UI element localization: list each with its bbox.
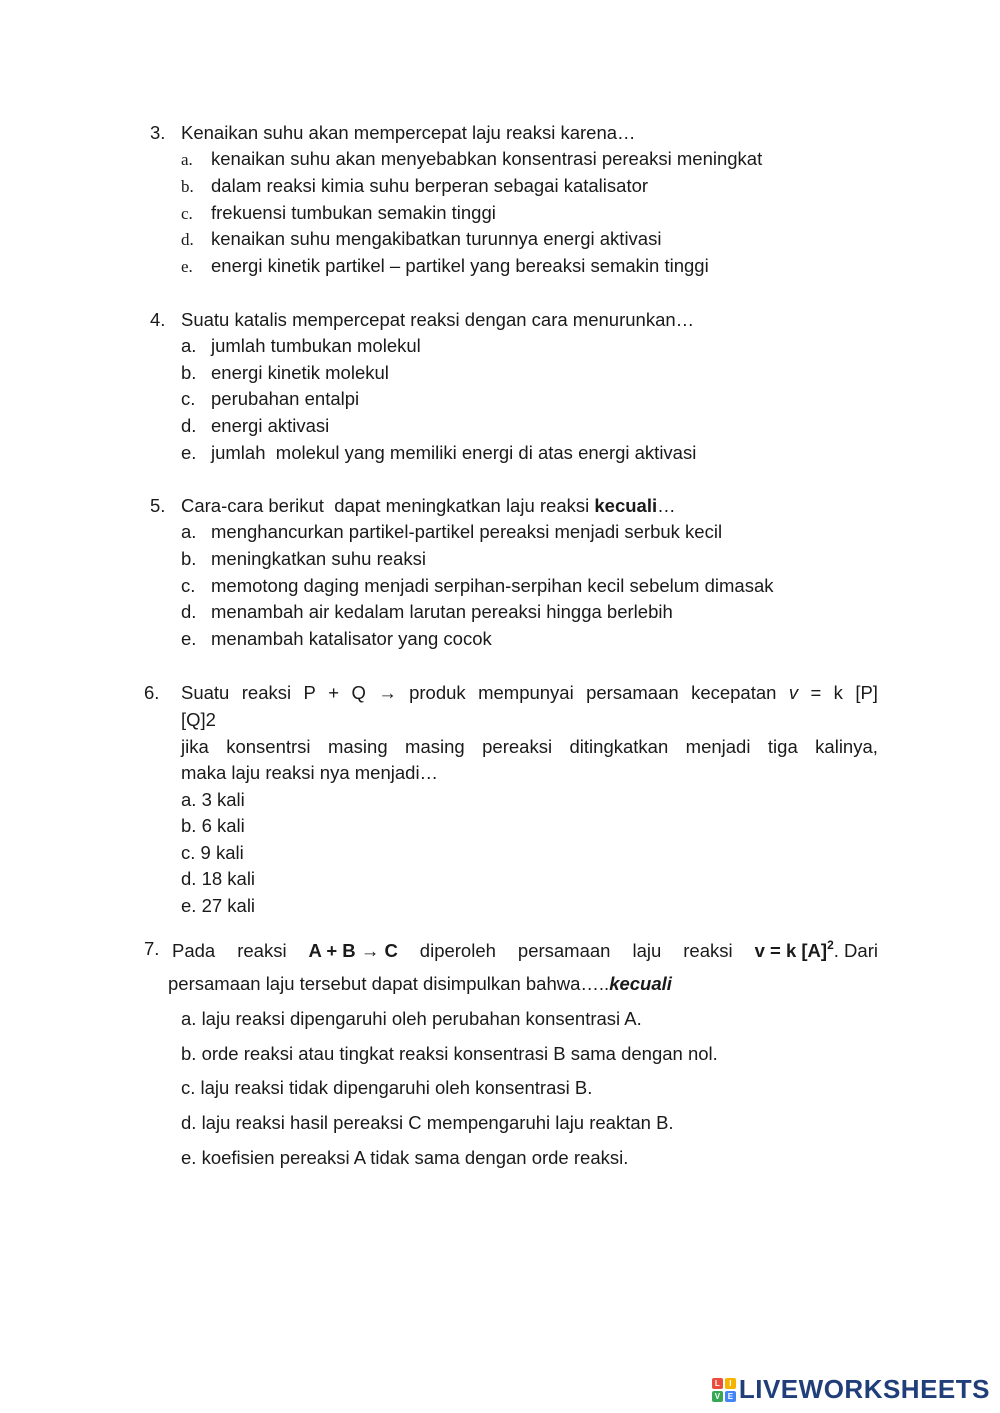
question-text (181, 495, 676, 517)
question-text-start: Cara-cara berikut dapat meningkatkan laju reaksi (181, 495, 595, 516)
option-text: energi kinetik molekul (211, 362, 389, 383)
liveworksheets-logo (712, 1374, 990, 1405)
word: = (810, 682, 822, 703)
word: kalinya, (815, 736, 878, 757)
word: pereaksi (482, 736, 553, 757)
word: reaksi (241, 682, 292, 703)
option-text: jumlah molekul yang memiliki energi di atas energi aktivasi (211, 442, 697, 463)
rate-law-text: v = k [A] (754, 940, 828, 961)
question-line-4: maka laju reaksi nya menjadi… (181, 762, 439, 783)
option-text: meningkatkan suhu reaksi (211, 548, 426, 569)
option-text: kenaikan suhu akan menyebabkan konsentrasi pereaksi meningkat (211, 148, 763, 169)
option-text: c. 9 kali (181, 842, 244, 863)
option-text: menambah katalisator yang cocok (211, 628, 492, 649)
word: laju (632, 940, 662, 961)
word: P (303, 682, 316, 703)
option-text: kenaikan suhu mengakibatkan turunnya energi aktivasi (211, 228, 662, 249)
logo-tile: L (712, 1378, 723, 1389)
logo-tile: E (725, 1391, 736, 1402)
option-text: perubahan entalpi (211, 388, 360, 409)
option-text: energi kinetik partikel – partikel yang bereaksi semakin tinggi (211, 255, 709, 276)
option-letter: d. (181, 601, 197, 622)
emphasis-kecuali: kecuali (594, 495, 658, 516)
question-number: 3. (150, 122, 166, 143)
question-line-2 (168, 973, 672, 995)
word: persamaan (586, 682, 679, 703)
option-letter: a. (181, 150, 193, 169)
option-text: memotong daging menjadi serpihan-serpihan kecil sebelum dimasak (211, 575, 774, 596)
option-letter: a. (181, 335, 197, 356)
word: persamaan (517, 940, 611, 961)
question-text: Suatu katalis mempercepat reaksi dengan cara menurunkan… (181, 309, 695, 330)
rate-law (755, 938, 878, 962)
logo-tile: V (712, 1391, 723, 1402)
question-number: 6. (144, 682, 160, 703)
emphasis-kecuali: kecuali (609, 973, 672, 994)
option-letter: b. (181, 177, 194, 196)
word: + (328, 682, 340, 703)
word: tiga (767, 736, 798, 757)
question-number: 5. (150, 495, 166, 516)
logo-mark-icon (712, 1378, 736, 1402)
option-letter: e. (181, 442, 197, 463)
option-text: b. orde reaksi atau tingkat reaksi konsentrasi B sama dengan nol. (181, 1043, 718, 1064)
option-text: menghancurkan partikel-partikel pereaksi menjadi serbuk kecil (211, 521, 723, 542)
option-text: e. 27 kali (181, 895, 256, 916)
option-text: dalam reaksi kimia suhu berperan sebagai katalisator (211, 175, 649, 196)
option-letter: b. (181, 548, 197, 569)
option-text: b. 6 kali (181, 815, 245, 836)
word: menjadi (685, 736, 751, 757)
option-text: energi aktivasi (211, 415, 330, 436)
option-letter: a. (181, 521, 197, 542)
question-number: 7. (144, 938, 160, 959)
word: mempunyai (478, 682, 574, 703)
word: produk (409, 682, 466, 703)
word: konsentrsi (226, 736, 311, 757)
word: jika (181, 736, 209, 757)
word: Pada (172, 940, 216, 961)
option-text: menambah air kedalam larutan pereaksi hingga berlebih (211, 601, 673, 622)
question-text: persamaan laju tersebut dapat disimpulkan bahwa….. (168, 973, 610, 994)
word: masing (405, 736, 465, 757)
word-italic: v (788, 682, 799, 703)
option-letter: e. (181, 257, 193, 276)
word: Suatu (181, 682, 230, 703)
question-text-end: … (657, 495, 676, 516)
word: . Dari (833, 940, 878, 961)
option-text: frekuensi tumbukan semakin tinggi (211, 202, 496, 223)
option-letter: c. (181, 204, 193, 223)
option-letter: c. (181, 388, 196, 409)
word: masing (327, 736, 388, 757)
word: [P] (855, 682, 878, 703)
question-text: Kenaikan suhu akan mempercepat laju reaksi karena… (181, 122, 636, 143)
word: Q (351, 682, 366, 703)
option-text: c. laju reaksi tidak dipengaruhi oleh konsentrasi B. (181, 1077, 593, 1098)
option-text: d. 18 kali (181, 868, 256, 889)
option-letter: e. (181, 628, 197, 649)
option-text: jumlah tumbukan molekul (211, 335, 421, 356)
option-text: a. 3 kali (181, 789, 245, 810)
option-letter: c. (181, 575, 196, 596)
option-text: e. koefisien pereaksi A tidak sama dengan orde reaksi. (181, 1147, 629, 1168)
question-line-1 (172, 938, 878, 962)
option-text: d. laju reaksi hasil pereaksi C mempengaruhi laju reaktan B. (181, 1112, 674, 1133)
option-letter: d. (181, 230, 194, 249)
option-letter: b. (181, 362, 197, 383)
logo-text: LIVEWORKSHEETS (738, 1374, 990, 1404)
question-line-2: [Q]2 (181, 709, 216, 730)
question-number: 4. (150, 309, 166, 330)
option-letter: d. (181, 415, 197, 436)
logo-tile: I (725, 1378, 736, 1389)
question-line-1 (181, 682, 878, 704)
word: kecepatan (691, 682, 777, 703)
word: diperoleh (419, 940, 496, 961)
word: k (833, 682, 843, 703)
word: reaksi (237, 940, 287, 961)
option-text: a. laju reaksi dipengaruhi oleh perubahan konsentrasi A. (181, 1008, 642, 1029)
arrow-icon: → (378, 682, 397, 703)
word: reaksi (683, 940, 733, 961)
question-line-3 (181, 736, 878, 758)
reaction-equation: A + B → C (308, 940, 398, 961)
word: ditingkatkan (569, 736, 669, 757)
rate-law-exponent: 2 (827, 938, 834, 952)
